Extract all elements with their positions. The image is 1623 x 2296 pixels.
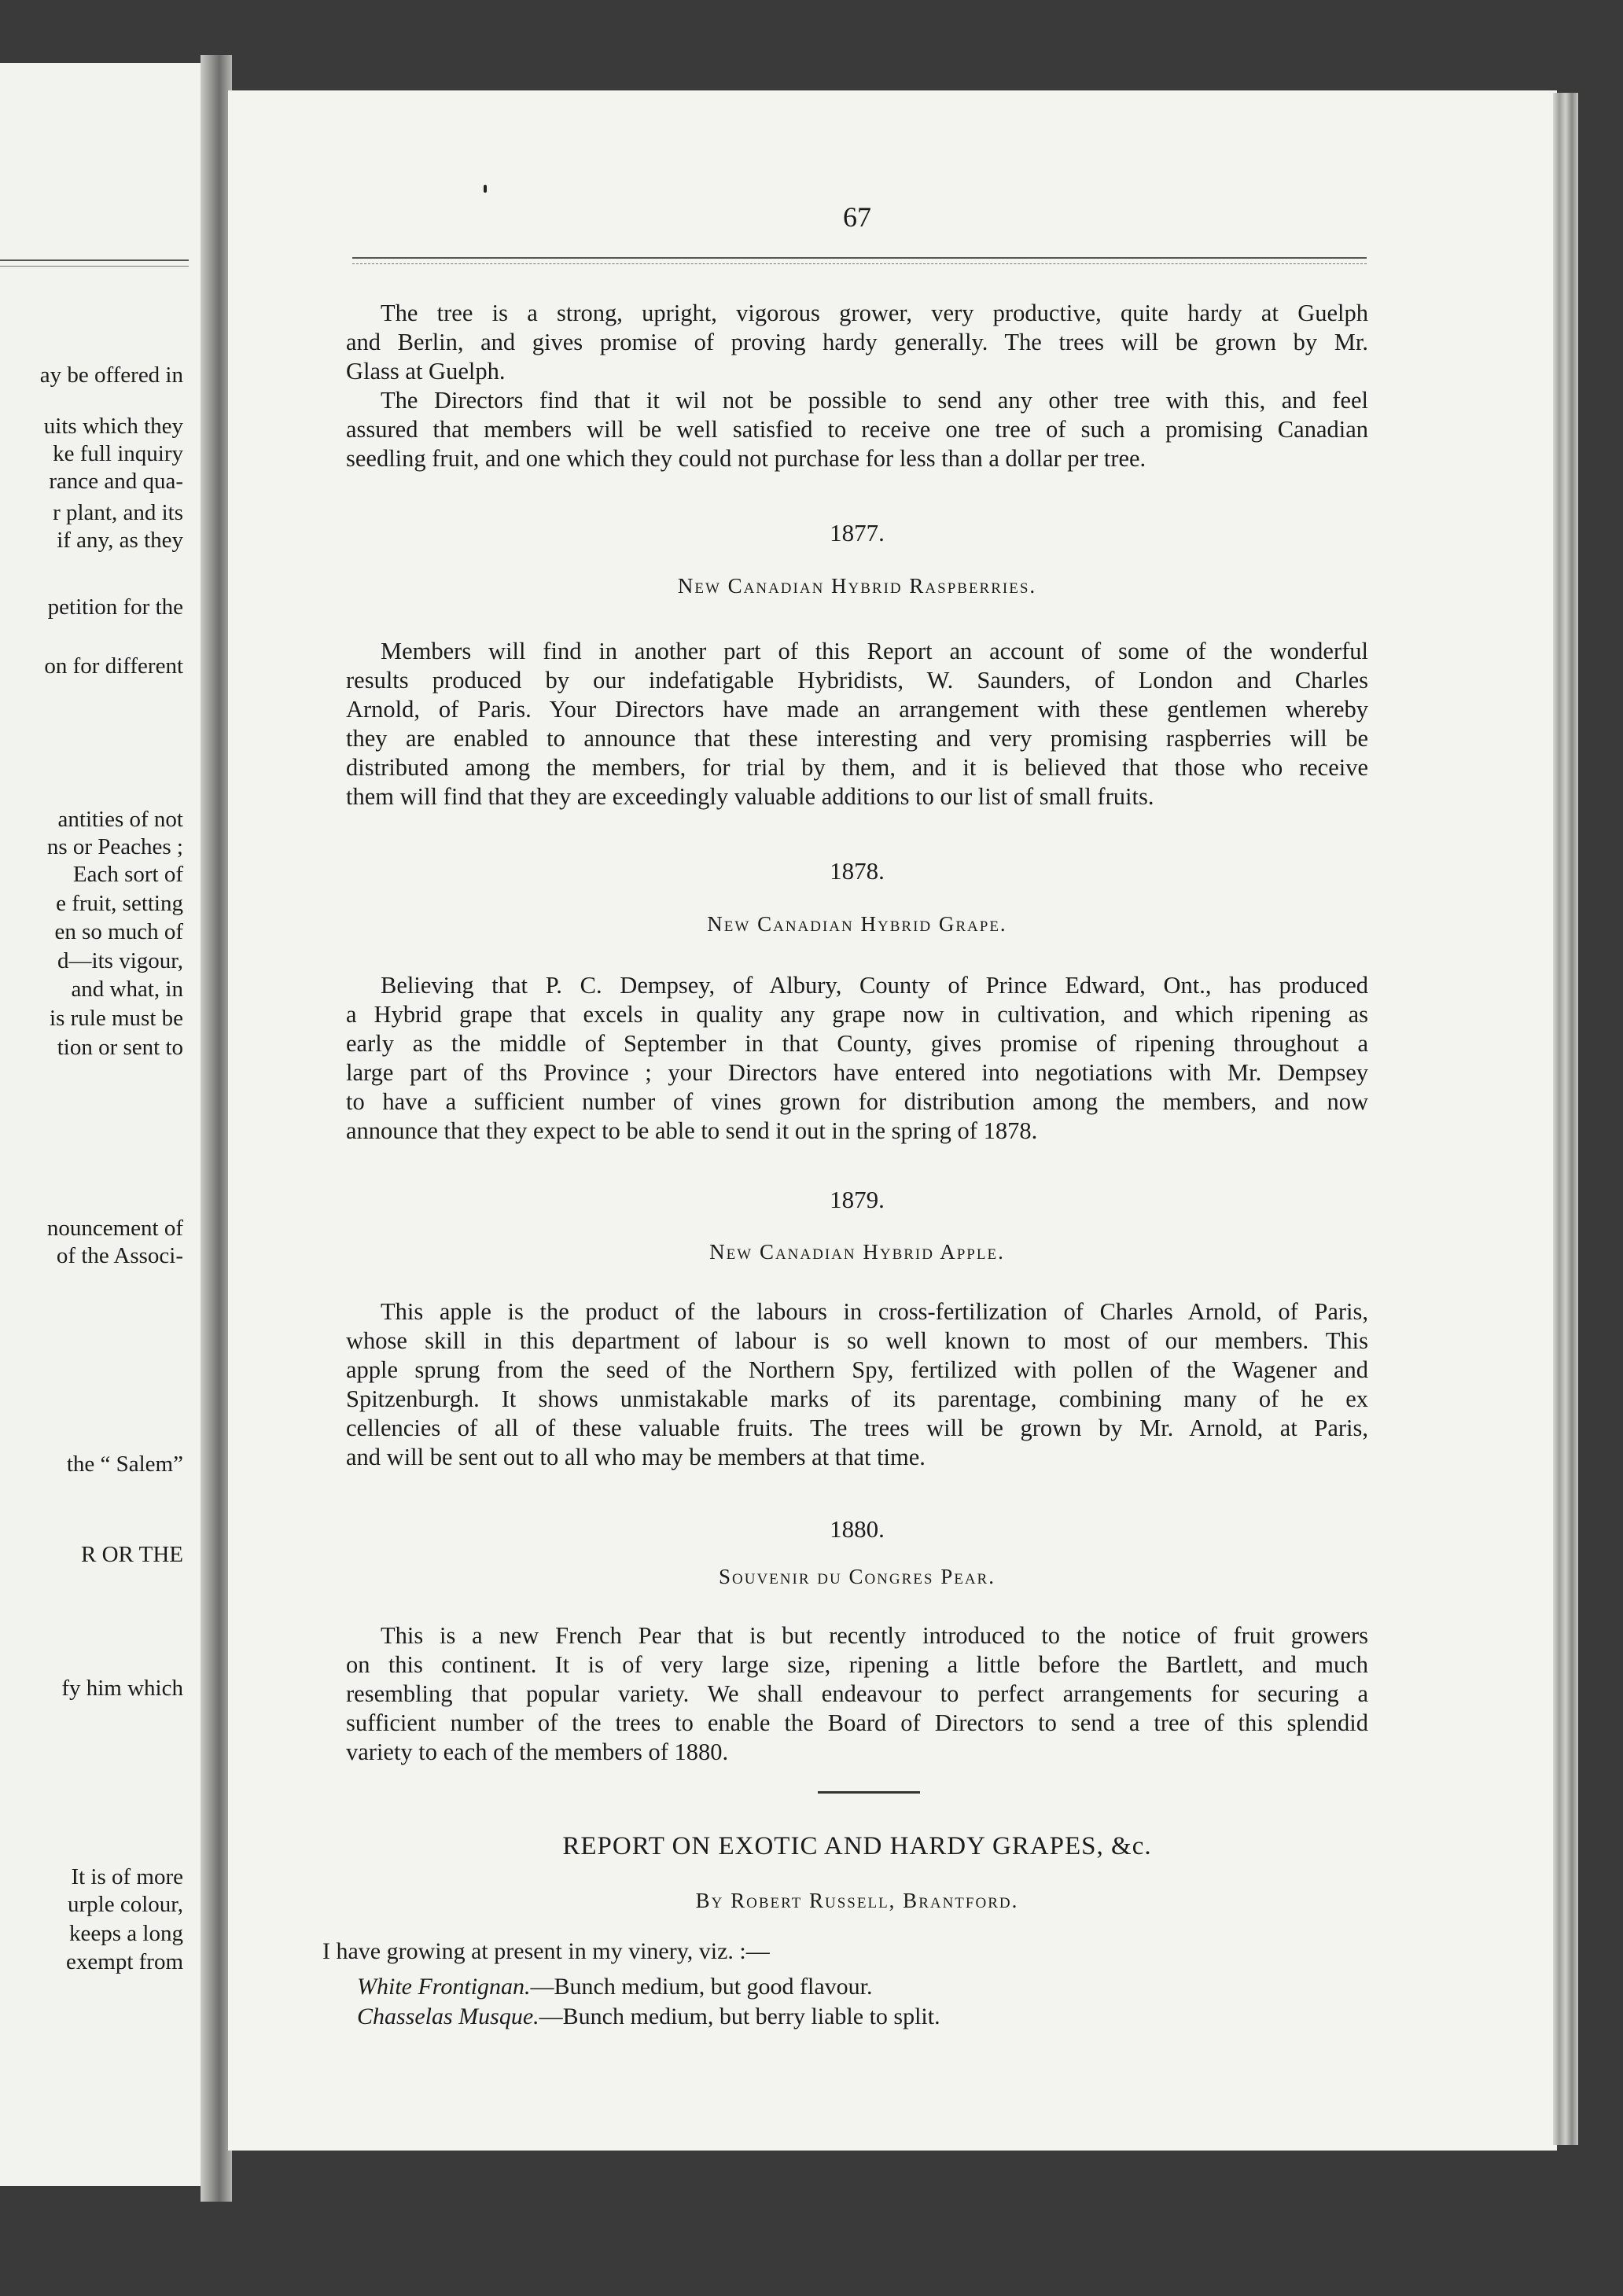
page-rule	[0, 266, 189, 267]
previous-page-line: en so much of	[54, 919, 183, 944]
section-year: 1878.	[830, 857, 885, 885]
previous-page-line: R OR THE	[81, 1542, 183, 1567]
section-paragraph	[346, 971, 1368, 1146]
section-heading: New Canadian Hybrid Grape.	[707, 912, 1007, 936]
text-line: variety to each of the members of 1880.	[346, 1739, 729, 1765]
text-line: early as the middle of September in that County, gives promise of ripening throughout a	[346, 1030, 1368, 1057]
text-line: The Directors find that it wil not be possible to send any other tree with this, and feel	[381, 387, 1368, 414]
text-line: and Berlin, and gives promise of proving hardy generally. The trees will be grown by Mr.	[346, 329, 1368, 355]
previous-page-line: and what, in	[71, 977, 183, 1002]
previous-page-line: ke full inquiry	[53, 441, 183, 466]
previous-page-line: the “ Salem”	[66, 1452, 183, 1477]
section-paragraph	[346, 1621, 1368, 1767]
text-line: large part of ths Province ; your Directors have entered into negotiations with Mr. Dempsey	[346, 1059, 1368, 1086]
text-line: they are enabled to announce that these interesting and very promising raspberries will be	[346, 725, 1368, 752]
previous-page-line: antities of not	[57, 807, 183, 832]
section-year: 1880.	[830, 1515, 885, 1543]
section-divider	[818, 1791, 920, 1794]
book-gutter	[201, 55, 232, 2202]
text-line: Glass at Guelph.	[346, 358, 506, 385]
intro-paragraph	[346, 299, 1368, 473]
text-line: Arnold, of Paris. Your Directors have made an arrangement with these gentlemen whereby	[346, 696, 1368, 723]
previous-page-line: d—its vigour,	[57, 948, 183, 973]
previous-page-line: keeps a long	[69, 1921, 183, 1946]
previous-page-line: if any, as they	[57, 528, 183, 553]
previous-page-line: on for different	[44, 653, 183, 679]
text-line: resembling that popular variety. We shall endeavour to perfect arrangements for securing a	[346, 1680, 1368, 1707]
previous-page-line: ay be offered in	[39, 362, 183, 388]
previous-page-line: e fruit, setting	[56, 891, 183, 916]
previous-page-line: ns or Peaches ;	[46, 834, 183, 859]
text-line: This is a new French Pear that is but recently introduced to the notice of fruit growers	[381, 1622, 1368, 1649]
grape-name: White Frontignan.	[357, 1974, 531, 2000]
text-line: to have a sufficient number of vines grown for distribution among the members, and now	[346, 1088, 1368, 1115]
ink-speck	[484, 185, 487, 193]
page-number: 67	[843, 201, 871, 233]
section-heading: New Canadian Hybrid Raspberries.	[677, 574, 1037, 598]
text-line: The tree is a strong, upright, vigorous grower, very productive, quite hardy at Guelph	[381, 300, 1368, 326]
previous-page-line: nouncement of	[46, 1216, 183, 1241]
grape-description: —Bunch medium, but berry liable to split.	[539, 2003, 940, 2029]
text-line: whose skill in this department of labour is so well known to most of our members. This	[346, 1327, 1368, 1354]
text-line: sufficient number of the trees to enable the Board of Directors to send a tree of this splendid	[346, 1709, 1368, 1736]
previous-page-line: Each sort of	[72, 862, 183, 887]
section-paragraph	[346, 637, 1368, 811]
text-line: a Hybrid grape that excels in quality any grape now in cultivation, and which ripening as	[346, 1001, 1368, 1028]
text-line: Believing that P. C. Dempsey, of Albury, County of Prince Edward, Ont., has produced	[381, 972, 1368, 999]
text-line: them will find that they are exceedingly valuable additions to our list of small fruits.	[346, 783, 1154, 810]
text-line: This apple is the product of the labours in cross-fertilization of Charles Arnold, of Paris,	[381, 1298, 1368, 1325]
previous-page-line: is rule must be	[50, 1006, 183, 1031]
previous-page-line: exempt from	[66, 1949, 183, 1974]
text-line: announce that they expect to be able to send it out in the spring of 1878.	[346, 1117, 1038, 1144]
text-line: distributed among the members, for trial by them, and it is believed that those who receive	[346, 754, 1368, 781]
previous-page-line: tion or sent to	[57, 1035, 183, 1060]
text-line: results produced by our indefatigable Hybridists, W. Saunders, of London and Charles	[346, 667, 1368, 694]
grape-entry	[357, 1974, 873, 2000]
grape-entry	[357, 2003, 940, 2030]
previous-page-line: r plant, and its	[53, 500, 183, 525]
section-year: 1879.	[830, 1186, 885, 1213]
previous-page-line: of the Associ-	[56, 1243, 183, 1268]
report-byline: By Robert Russell, Brantford.	[695, 1889, 1019, 1912]
report-intro-line: I have growing at present in my vinery, viz. :—	[322, 1938, 770, 1964]
grape-name: Chasselas Musque.	[357, 2003, 539, 2029]
text-line: on this continent. It is of very large size, ripening a little before the Bartlett, and much	[346, 1651, 1368, 1678]
section-heading: New Canadian Hybrid Apple.	[709, 1240, 1005, 1264]
text-line: apple sprung from the seed of the Northern Spy, fertilized with pollen of the Wagener and	[346, 1356, 1368, 1383]
previous-page-line: fy him which	[61, 1676, 183, 1701]
section-paragraph	[346, 1297, 1368, 1472]
previous-page-line: urple colour,	[67, 1892, 183, 1917]
section-year: 1877.	[830, 519, 885, 546]
text-line: Members will find in another part of this Report an account of some of the wonderful	[381, 638, 1368, 664]
book-page	[228, 90, 1557, 2151]
page-rule	[0, 259, 189, 261]
section-heading: Souvenir du Congres Pear.	[719, 1565, 996, 1588]
page-edge	[1553, 93, 1578, 2145]
previous-page-line: uits which they	[43, 414, 183, 439]
text-line: seedling fruit, and one which they could not purchase for less than a dollar per tree.	[346, 445, 1146, 472]
previous-page-fragment	[0, 63, 201, 2186]
previous-page-line: It is of more	[71, 1864, 183, 1889]
text-line: Spitzenburgh. It shows unmistakable marks of its parentage, combining many of he ex	[346, 1385, 1368, 1412]
grape-description: —Bunch medium, but good flavour.	[530, 1974, 873, 2000]
text-line: and will be sent out to all who may be members at that time.	[346, 1444, 926, 1470]
previous-page-line: petition for the	[47, 594, 183, 620]
header-rule	[352, 257, 1367, 259]
header-rule	[352, 263, 1367, 264]
text-line: assured that members will be well satisfied to receive one tree of such a promising Canadian	[346, 416, 1368, 443]
previous-page-line: rance and qua-	[49, 469, 183, 494]
report-title: REPORT ON EXOTIC AND HARDY GRAPES, &c.	[562, 1832, 1152, 1860]
text-line: cellencies of all of these valuable fruits. The trees will be grown by Mr. Arnold, at Paris,	[346, 1415, 1368, 1441]
